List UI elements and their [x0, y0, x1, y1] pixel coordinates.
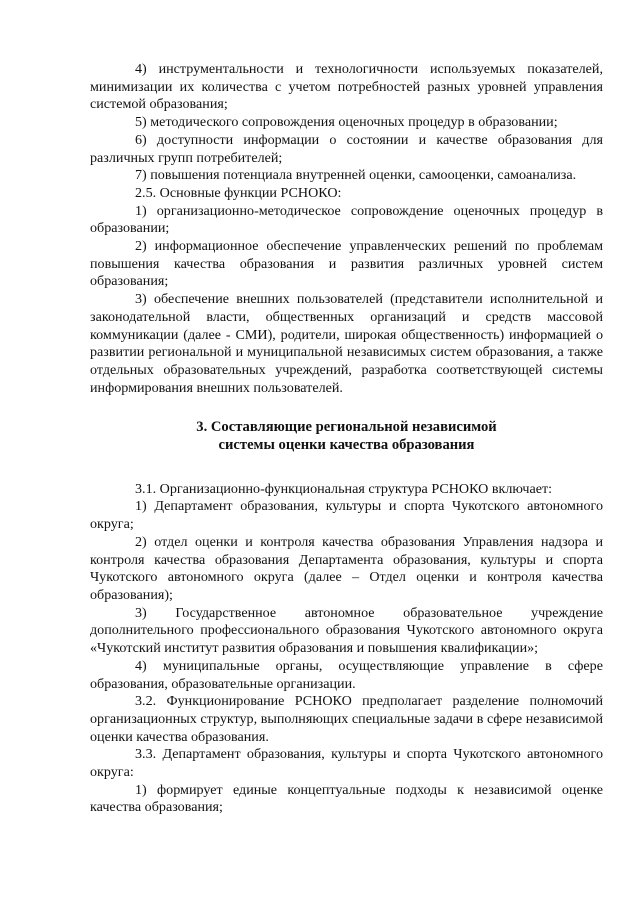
paragraph-department-1: 1) формирует единые концептуальные подходы к независимой оценке качества образования;	[90, 781, 603, 816]
paragraph-3-3-department: 3.3. Департамент образования, культуры и спорта Чукотского автономного округа:	[90, 746, 603, 781]
paragraph-structure-2: 2) отдел оценки и контроля качества образования Управления надзора и контроля качества образования Департамента образования, культуры и спорта Чукотского автономного округа (далее – Отдел оценки и контроля качества образования);	[90, 533, 603, 603]
paragraph-structure-4: 4) муниципальные органы, осуществляющие управление в сфере образования, образовательные организации.	[90, 657, 603, 692]
paragraph-structure-1: 1) Департамент образования, культуры и спорта Чукотского автономного округа;	[90, 498, 603, 533]
section-heading-line-1: 3. Составляющие региональной независимой	[196, 419, 497, 436]
paragraph-item-5-methodical: 5) методического сопровождения оценочных процедур в образовании;	[135, 114, 558, 131]
paragraph-item-7-potential: 7) повышения потенциала внутренней оценки, самооценки, самоанализа.	[135, 167, 577, 184]
section-heading	[90, 419, 603, 454]
paragraph-structure-3: 3) Государственное автономное образовательное учреждение дополнительного профессионального образования Чукотского автономного округа «Чукотский институт развития образования и повышения квалификации»;	[90, 604, 603, 657]
paragraph-function-1: 1) организационно-методическое сопровождение оценочных процедур в образовании;	[90, 202, 603, 237]
paragraph-3-2-functioning: 3.2. Функционирование РСНОКО предполагает разделение полномочий организационных структур, выполняющих специальные задачи в сфере независимой оценки качества образования.	[90, 693, 603, 745]
paragraph-item-6-availability: 6) доступности информации о состоянии и качестве образования для различных групп потребителей;	[90, 131, 603, 166]
paragraph-3-1-structure: 3.1. Организационно-функциональная структура РСНОКО включает:	[135, 480, 553, 497]
paragraph-function-2: 2) информационное обеспечение управленческих решений по проблемам повышения качества образования и развития различных уровней систем образования;	[90, 238, 603, 290]
paragraph-function-3: 3) обеспечение внешних пользователей (представители исполнительной и законодательной власти, общественных организаций и средств массовой коммуникации (далее - СМИ), родители, широкая общественность) информацией о развитии региональной и муниципальной независимых систем образования, а также отдельных образовательных учреждений, разработка соответствующей системы информирования внешних пользователей.	[90, 291, 603, 396]
paragraph-item-4-indicators: 4) инструментальности и технологичности используемых показателей, минимизации их количества с учетом потребностей разных уровней управления системой образования;	[90, 61, 603, 113]
paragraph-2-5-functions: 2.5. Основные функции РСНОКО:	[135, 184, 342, 201]
document-body	[90, 61, 603, 817]
section-heading-line-2: системы оценки качества образования	[218, 437, 475, 454]
